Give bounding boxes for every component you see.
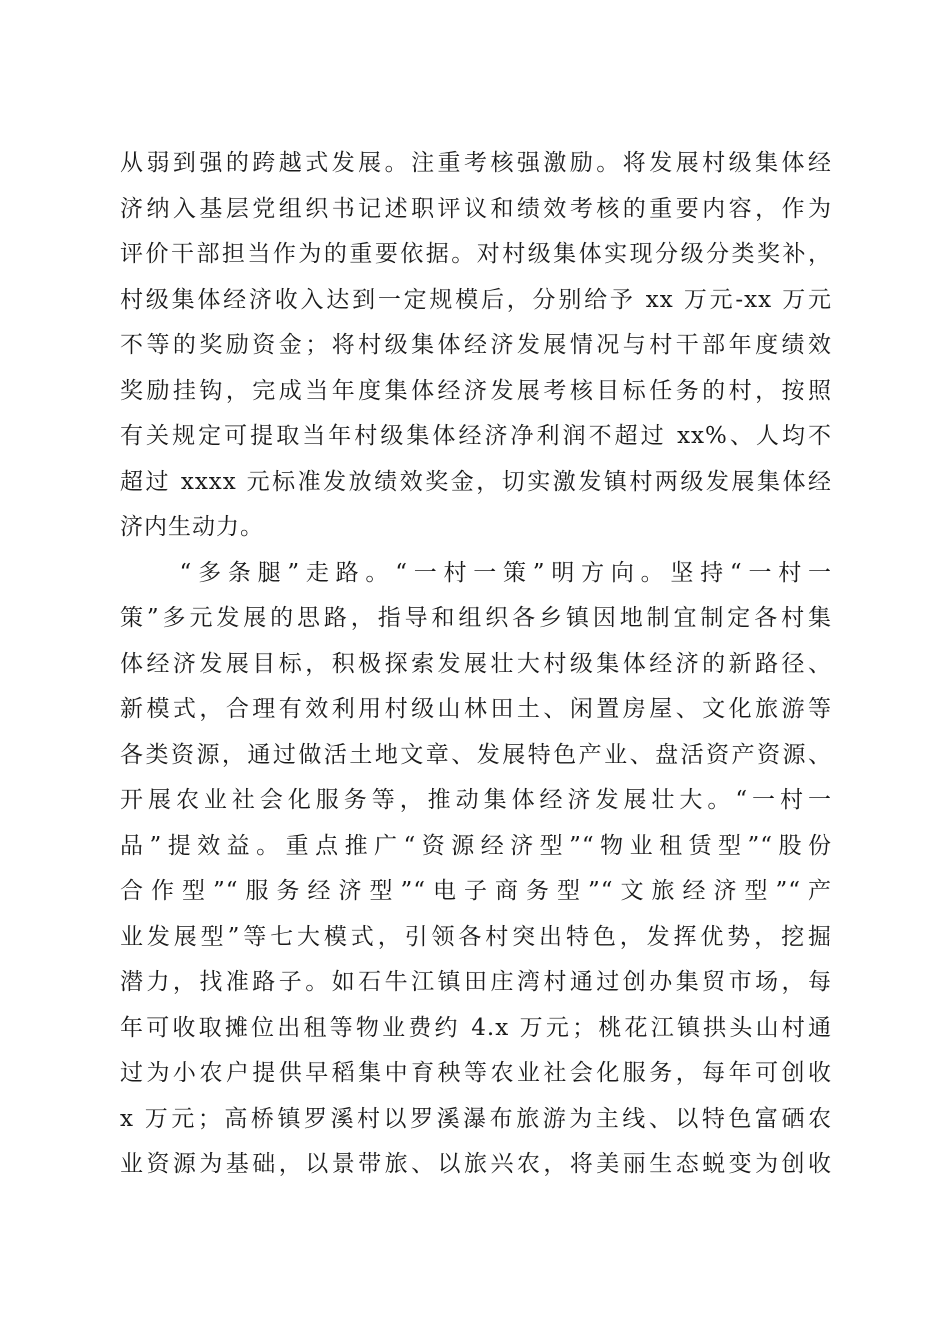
text-line: 各类资源，通过做活土地文章、发展特色产业、盘活资产资源、: [120, 741, 832, 768]
text-line: 业资源为基础，以景带旅、以旅兴农，将美丽生态蜕变为创收: [120, 1151, 832, 1177]
text-line: 开展农业社会化服务等，推动集体经济发展壮大。“一村一: [120, 787, 832, 813]
text-line: 有关规定可提取当年村级集体经济净利润不超过 xx%、人均不: [120, 423, 832, 449]
text-line: 年可收取摊位出租等物业费约 4.x 万元；桃花江镇拱头山村通: [120, 1014, 832, 1041]
text-line: “多条腿”走路。“一村一策”明方向。坚持“一村一: [120, 559, 832, 586]
paragraph-1: [120, 141, 832, 551]
text-line: 村级集体经济收入达到一定规模后，分别给予 xx 万元-xx 万元: [120, 286, 832, 313]
body-text: [120, 141, 832, 1188]
text-line: 新模式，合理有效利用村级山林田土、闲置房屋、文化旅游等: [120, 696, 832, 722]
text-line: 品”提效益。重点推广“资源经济型”“物业租赁型”“股份: [120, 832, 832, 859]
text-line: 济内生动力。: [120, 514, 264, 540]
text-line: 济纳入基层党组织书记述职评议和绩效考核的重要内容，作为: [120, 195, 832, 222]
text-line: 策”多元发展的思路，指导和组织各乡镇因地制宜制定各村集: [120, 605, 832, 631]
text-line: 奖励挂钩，完成当年度集体经济发展考核目标任务的村，按照: [120, 377, 832, 404]
text-line: 业发展型”等七大模式，引领各村突出特色，发挥优势，挖掘: [120, 923, 832, 950]
text-line: x 万元；高桥镇罗溪村以罗溪瀑布旅游为主线、以特色富硒农: [120, 1105, 832, 1132]
paragraph-2: [120, 551, 832, 1188]
text-line: 合作型”“服务经济型”“电子商务型”“文旅经济型”“产: [120, 878, 832, 904]
text-line: 评价干部担当作为的重要依据。对村级集体实现分级分类奖补，: [120, 241, 832, 267]
text-line: 从弱到强的跨越式发展。注重考核强激励。将发展村级集体经: [120, 150, 832, 176]
text-line: 超过 xxxx 元标准发放绩效奖金，切实激发镇村两级发展集体经: [120, 468, 832, 495]
text-line: 体经济发展目标，积极探索发展壮大村级集体经济的新路径、: [120, 650, 832, 677]
text-line: 过为小农户提供早稻集中育秧等农业社会化服务，每年可创收: [120, 1060, 832, 1086]
text-line: 不等的奖励资金；将村级集体经济发展情况与村干部年度绩效: [120, 332, 832, 358]
text-line: 潜力，找准路子。如石牛江镇田庄湾村通过创办集贸市场，每: [120, 969, 832, 995]
